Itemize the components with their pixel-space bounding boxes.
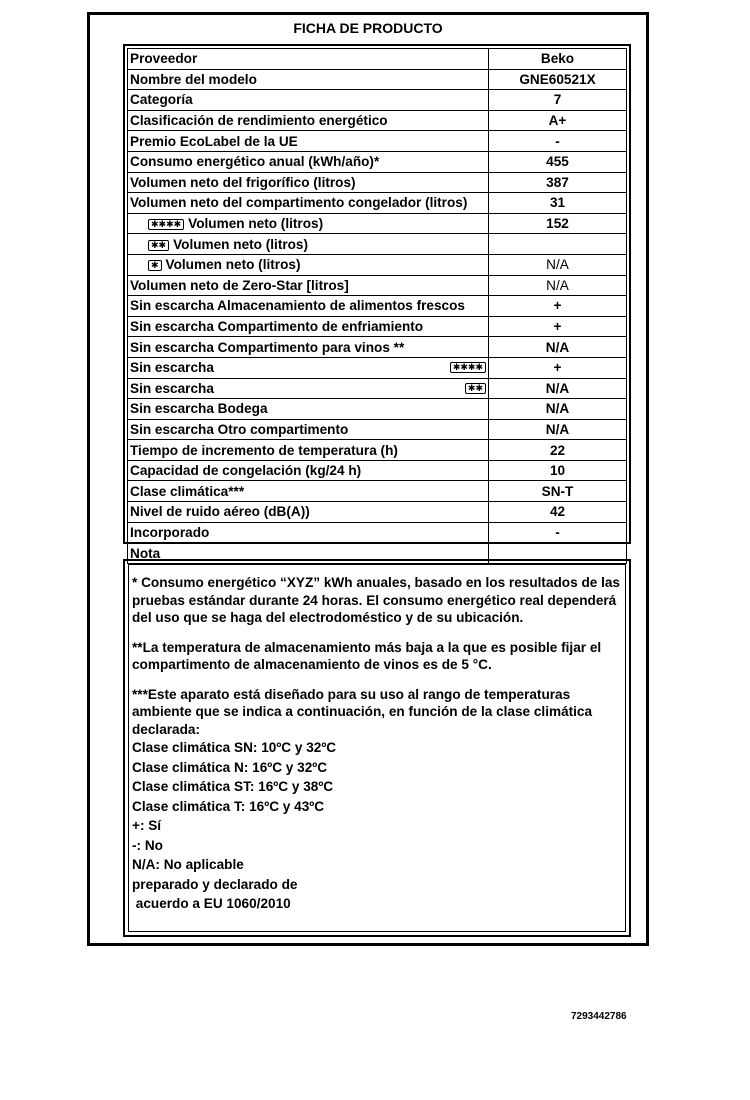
row-label-cell (128, 254, 489, 275)
note-line: Clase climática T: 16ºC y 43ºC (132, 798, 325, 814)
row-label-cell (128, 419, 489, 440)
table-row (128, 481, 627, 502)
note-energy: * Consumo energético “XYZ” kWh anuales, basado en los resultados de las pruebas estándar durante 24 horas. El consumo energético real dependerá del uso que se haga del electrodoméstico y de su ubicación. (132, 575, 620, 625)
row-value: N/A (489, 419, 627, 440)
row-label-cell (128, 234, 489, 255)
table-row (128, 275, 627, 296)
notes (128, 564, 626, 932)
table-row (128, 440, 627, 461)
row-label: Sin escarcha (130, 380, 214, 396)
row-value: 42 (489, 502, 627, 523)
row-value: N/A (489, 337, 627, 358)
row-value: 10 (489, 460, 627, 481)
table-row (128, 131, 627, 152)
row-label-cell (128, 90, 489, 111)
table-row (128, 378, 627, 399)
table-row (128, 460, 627, 481)
row-label-cell (128, 337, 489, 358)
row-value: + (489, 296, 627, 317)
table-row (128, 110, 627, 131)
table-row (128, 49, 627, 70)
table-row (128, 151, 627, 172)
row-value: N/A (489, 378, 627, 399)
table-row (128, 69, 627, 90)
star-rating-icon: ✱✱✱✱ (148, 219, 184, 230)
row-label: Nombre del modelo (130, 71, 257, 87)
note-line: preparado y declarado de (132, 876, 298, 892)
note-line: Clase climática SN: 10ºC y 32ºC (132, 740, 337, 755)
row-value: 455 (489, 151, 627, 172)
row-label: Premio EcoLabel de la UE (130, 133, 298, 149)
row-label-cell (128, 110, 489, 131)
row-label: Sin escarcha (130, 360, 214, 376)
table-row (128, 296, 627, 317)
row-label-cell (128, 378, 489, 399)
table-row (128, 234, 627, 255)
row-value: Beko (489, 49, 627, 70)
star-rating-icon: ✱✱ (148, 240, 169, 251)
row-label-cell (128, 151, 489, 172)
star-rating-icon: ✱ (148, 260, 162, 271)
row-value: 31 (489, 193, 627, 214)
row-label-cell (128, 49, 489, 70)
note-line: N/A: No aplicable (132, 857, 244, 872)
note-wine: **La temperatura de almacenamiento más baja a la que es posible fijar el compartimento de almacenamiento de vinos es de 5 °C. (132, 639, 602, 672)
row-label-cell (128, 502, 489, 523)
row-label: Incorporado (130, 524, 210, 540)
row-label-cell (128, 316, 489, 337)
spec-table-frame (123, 44, 631, 561)
star-rating-icon: ✱✱ (465, 383, 486, 394)
note-line: Clase climática N: 16ºC y 32ºC (132, 759, 328, 775)
row-label: Clase climática*** (130, 483, 245, 499)
row-label: Nota (130, 545, 161, 561)
row-label-cell (128, 357, 489, 378)
row-label: Volumen neto del frigorífico (litros) (130, 174, 356, 190)
table-row (128, 193, 627, 214)
row-label-cell (128, 193, 489, 214)
table-row (128, 213, 627, 234)
table-row (128, 357, 627, 378)
note-line: -: No (132, 837, 163, 853)
table-row (128, 254, 627, 275)
row-label-cell (128, 172, 489, 193)
table-row (128, 399, 627, 420)
row-value: 7 (489, 90, 627, 111)
table-row (128, 172, 627, 193)
row-label: Consumo energético anual (kWh/año)* (130, 154, 380, 170)
row-label: Volumen neto del compartimento congelador (litros) (130, 195, 468, 211)
row-value: + (489, 357, 627, 378)
table-row (128, 502, 627, 523)
row-label: Clasificación de rendimiento energético (130, 113, 388, 129)
row-label: Proveedor (130, 51, 198, 67)
row-label: Sin escarcha Almacenamiento de alimentos frescos (130, 298, 465, 314)
document-code: 7293442786 (571, 1011, 627, 1022)
row-value: 22 (489, 440, 627, 461)
row-label: Volumen neto (litros) (188, 216, 324, 232)
row-label: Sin escarcha Bodega (130, 401, 268, 417)
row-value: + (489, 316, 627, 337)
row-label: Volumen neto (litros) (165, 257, 301, 273)
row-label: Sin escarcha Compartimento de enfriamiento (130, 319, 424, 335)
row-value: 387 (489, 172, 627, 193)
row-label: Capacidad de congelación (kg/24 h) (130, 463, 362, 479)
table-row (128, 337, 627, 358)
row-label: Categoría (130, 92, 193, 108)
row-label-cell (128, 522, 489, 543)
row-label: Volumen neto de Zero-Star [litros] (130, 277, 349, 293)
row-label-cell (128, 440, 489, 461)
table-row (128, 316, 627, 337)
row-value: N/A (489, 275, 627, 296)
row-label: Sin escarcha Otro compartimento (130, 421, 349, 437)
table-row (128, 522, 627, 543)
note-climate: ***Este aparato está diseñado para su uso al rango de temperaturas ambiente que se indica a continuación, en función de la clase climática declarada: (132, 686, 593, 737)
row-label-cell (128, 481, 489, 502)
note-line: acuerdo a EU 1060/2010 (132, 896, 291, 911)
row-label: Sin escarcha Compartimento para vinos ** (130, 339, 405, 355)
row-value: A+ (489, 110, 627, 131)
row-value: GNE60521X (489, 69, 627, 90)
row-value: - (489, 522, 627, 543)
table-row (128, 419, 627, 440)
row-value: SN-T (489, 481, 627, 502)
row-label-cell (128, 296, 489, 317)
row-label-cell (128, 131, 489, 152)
table-row (128, 90, 627, 111)
note-line: +: Sí (132, 818, 162, 833)
row-value: N/A (489, 254, 627, 275)
row-value: 152 (489, 213, 627, 234)
product-sheet (87, 12, 649, 946)
row-label-cell (128, 460, 489, 481)
row-label: Volumen neto (litros) (173, 236, 309, 252)
spec-table (127, 48, 627, 564)
row-label-cell (128, 213, 489, 234)
row-value (489, 234, 627, 255)
row-label-cell (128, 69, 489, 90)
row-label: Tiempo de incremento de temperatura (h) (130, 442, 398, 458)
row-label-cell (128, 275, 489, 296)
star-rating-icon: ✱✱✱✱ (450, 362, 486, 373)
note-line: Clase climática ST: 16ºC y 38ºC (132, 779, 334, 794)
notes-frame (123, 559, 631, 937)
sheet-title: FICHA DE PRODUCTO (293, 20, 443, 36)
row-label: Nivel de ruido aéreo (dB(A)) (130, 504, 310, 520)
row-value: - (489, 131, 627, 152)
row-value: N/A (489, 399, 627, 420)
row-label-cell (128, 399, 489, 420)
